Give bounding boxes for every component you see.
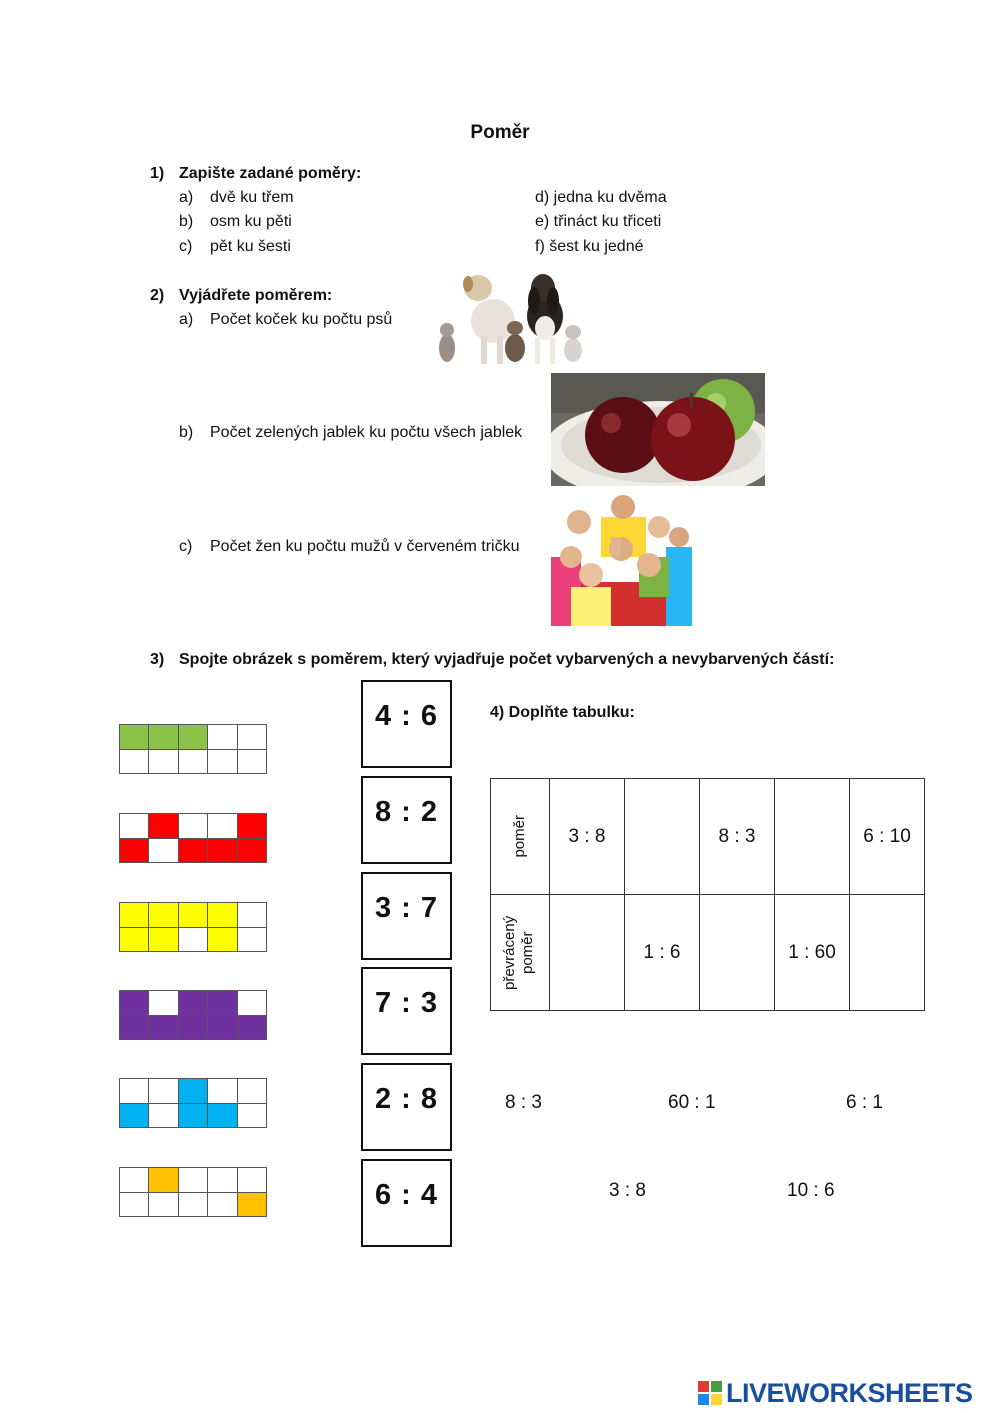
colored-grid-yellow[interactable] bbox=[119, 902, 267, 952]
liveworksheets-logo bbox=[698, 1378, 973, 1408]
grid-cell-empty bbox=[120, 1193, 149, 1218]
grid-cell-empty bbox=[149, 1104, 178, 1129]
grid-cell-colored bbox=[179, 725, 208, 750]
grid-cell-colored bbox=[149, 1016, 178, 1041]
grid-cell-colored bbox=[238, 814, 267, 839]
colored-grid-purple[interactable] bbox=[119, 990, 267, 1040]
grid-cell-empty bbox=[149, 750, 178, 775]
ratio-box-3[interactable]: 3 : 7 bbox=[361, 872, 452, 960]
answer-option[interactable]: 10 : 6 bbox=[787, 1180, 835, 1201]
table-cell[interactable]: 1 : 6 bbox=[625, 895, 700, 1011]
table-cell[interactable] bbox=[700, 895, 775, 1011]
logo-text: LIVEWORKSHEETS bbox=[726, 1377, 973, 1408]
q2-item-a: Počet koček ku počtu psů bbox=[210, 311, 393, 328]
ratio-box-1[interactable]: 4 : 6 bbox=[361, 680, 452, 768]
grid-cell-colored bbox=[208, 1016, 237, 1041]
grid-cell-colored bbox=[120, 928, 149, 953]
logo-icon bbox=[698, 1381, 722, 1405]
grid-cell-empty bbox=[208, 750, 237, 775]
grid-cell-empty bbox=[208, 1193, 237, 1218]
ratio-table bbox=[490, 778, 925, 1011]
grid-cell-empty bbox=[238, 928, 267, 953]
grid-cell-empty bbox=[179, 1193, 208, 1218]
grid-cell-empty bbox=[149, 1193, 178, 1218]
q1-letter-b: b) bbox=[179, 213, 194, 230]
answer-option[interactable]: 60 : 1 bbox=[668, 1092, 716, 1113]
q2-letter-b: b) bbox=[179, 424, 194, 441]
grid-cell-colored bbox=[208, 839, 237, 864]
ratio-box-5[interactable]: 2 : 8 bbox=[361, 1063, 452, 1151]
grid-cell-empty bbox=[179, 750, 208, 775]
row-label-inverse: převrácený poměr bbox=[501, 915, 536, 990]
grid-cell-colored bbox=[179, 839, 208, 864]
grid-cell-colored bbox=[179, 1016, 208, 1041]
grid-cell-empty bbox=[149, 991, 178, 1016]
grid-cell-colored bbox=[208, 1104, 237, 1129]
colored-grid-red[interactable] bbox=[119, 813, 267, 863]
cats-dogs-photo bbox=[433, 266, 589, 368]
grid-cell-empty bbox=[238, 1104, 267, 1129]
grid-cell-empty bbox=[179, 814, 208, 839]
row-label-ratio: poměr bbox=[511, 815, 528, 858]
grid-cell-colored bbox=[179, 903, 208, 928]
colored-grid-orange[interactable] bbox=[119, 1167, 267, 1217]
logo-square bbox=[698, 1381, 709, 1392]
grid-cell-empty bbox=[208, 1168, 237, 1193]
grid-cell-colored bbox=[120, 1016, 149, 1041]
q3-heading: Spojte obrázek s poměrem, který vyjadřuje počet vybarvených a nevybarvených částí: bbox=[179, 651, 835, 668]
ratio-box-6[interactable]: 6 : 4 bbox=[361, 1159, 452, 1247]
grid-cell-colored bbox=[120, 903, 149, 928]
grid-cell-empty bbox=[120, 750, 149, 775]
q2-heading: Vyjádřete poměrem: bbox=[179, 287, 333, 304]
grid-cell-empty bbox=[208, 1079, 237, 1104]
people-photo bbox=[551, 487, 692, 626]
grid-cell-colored bbox=[120, 839, 149, 864]
grid-cell-colored bbox=[149, 928, 178, 953]
row-header-ratio bbox=[491, 779, 550, 895]
answer-option[interactable]: 3 : 8 bbox=[609, 1180, 646, 1201]
grid-cell-colored bbox=[238, 1016, 267, 1041]
q1-heading: Zapište zadané poměry: bbox=[179, 165, 362, 182]
q3-number: 3) bbox=[150, 651, 165, 668]
grid-cell-empty bbox=[238, 725, 267, 750]
table-row bbox=[491, 895, 925, 1011]
grid-cell-empty bbox=[120, 1079, 149, 1104]
table-cell[interactable] bbox=[625, 779, 700, 895]
q2-number: 2) bbox=[150, 287, 165, 304]
grid-cell-empty bbox=[208, 725, 237, 750]
q1-item-f: f) šest ku jedné bbox=[535, 238, 644, 255]
grid-cell-colored bbox=[179, 991, 208, 1016]
grid-cell-empty bbox=[120, 814, 149, 839]
grid-cell-colored bbox=[149, 814, 178, 839]
grid-cell-empty bbox=[238, 1079, 267, 1104]
grid-cell-empty bbox=[238, 903, 267, 928]
grid-cell-empty bbox=[120, 1168, 149, 1193]
ratio-box-2[interactable]: 8 : 2 bbox=[361, 776, 452, 864]
grid-cell-colored bbox=[120, 991, 149, 1016]
q4-heading: 4) Doplňte tabulku: bbox=[490, 704, 635, 721]
ratio-box-4[interactable]: 7 : 3 bbox=[361, 967, 452, 1055]
q1-item-c: pět ku šesti bbox=[210, 238, 291, 255]
colored-grid-green[interactable] bbox=[119, 724, 267, 774]
apples-photo bbox=[551, 373, 765, 486]
grid-cell-empty bbox=[238, 991, 267, 1016]
q2-letter-c: c) bbox=[179, 538, 193, 555]
q1-letter-c: c) bbox=[179, 238, 193, 255]
grid-cell-empty bbox=[149, 839, 178, 864]
grid-cell-colored bbox=[238, 1193, 267, 1218]
grid-cell-empty bbox=[208, 814, 237, 839]
grid-cell-empty bbox=[179, 928, 208, 953]
table-cell[interactable] bbox=[775, 779, 850, 895]
grid-cell-empty bbox=[238, 1168, 267, 1193]
grid-cell-colored bbox=[238, 839, 267, 864]
table-cell[interactable] bbox=[550, 895, 625, 1011]
grid-cell-colored bbox=[179, 1079, 208, 1104]
grid-cell-colored bbox=[179, 1104, 208, 1129]
grid-cell-empty bbox=[149, 1079, 178, 1104]
grid-cell-colored bbox=[120, 725, 149, 750]
q2-item-b: Počet zelených jablek ku počtu všech jablek bbox=[210, 424, 523, 441]
answer-option[interactable]: 6 : 1 bbox=[846, 1092, 883, 1113]
grid-cell-colored bbox=[149, 903, 178, 928]
grid-cell-empty bbox=[238, 750, 267, 775]
grid-cell-empty bbox=[179, 1168, 208, 1193]
logo-square bbox=[711, 1394, 722, 1405]
q1-item-b: osm ku pěti bbox=[210, 213, 292, 230]
grid-cell-colored bbox=[208, 903, 237, 928]
q1-letter-a: a) bbox=[179, 189, 194, 206]
q2-letter-a: a) bbox=[179, 311, 194, 328]
table-row bbox=[491, 779, 925, 895]
table-cell[interactable]: 1 : 60 bbox=[775, 895, 850, 1011]
q1-item-a: dvě ku třem bbox=[210, 189, 294, 206]
table-cell[interactable]: 8 : 3 bbox=[700, 779, 775, 895]
grid-cell-colored bbox=[149, 1168, 178, 1193]
table-cell[interactable]: 6 : 10 bbox=[850, 779, 925, 895]
row-header-inverse-ratio bbox=[491, 895, 550, 1011]
grid-cell-colored bbox=[208, 928, 237, 953]
grid-cell-colored bbox=[149, 725, 178, 750]
grid-cell-colored bbox=[208, 991, 237, 1016]
logo-square bbox=[698, 1394, 709, 1405]
colored-grid-blue[interactable] bbox=[119, 1078, 267, 1128]
table-cell[interactable]: 3 : 8 bbox=[550, 779, 625, 895]
q1-number: 1) bbox=[150, 165, 165, 182]
answer-option[interactable]: 8 : 3 bbox=[505, 1092, 542, 1113]
q1-item-d: d) jedna ku dvěma bbox=[535, 189, 667, 206]
grid-cell-colored bbox=[120, 1104, 149, 1129]
q2-item-c: Počet žen ku počtu mužů v červeném tričku bbox=[210, 538, 520, 555]
logo-square bbox=[711, 1381, 722, 1392]
table-cell[interactable] bbox=[850, 895, 925, 1011]
q1-item-e: e) třináct ku třiceti bbox=[535, 213, 662, 230]
page-title: Poměr bbox=[470, 122, 530, 143]
